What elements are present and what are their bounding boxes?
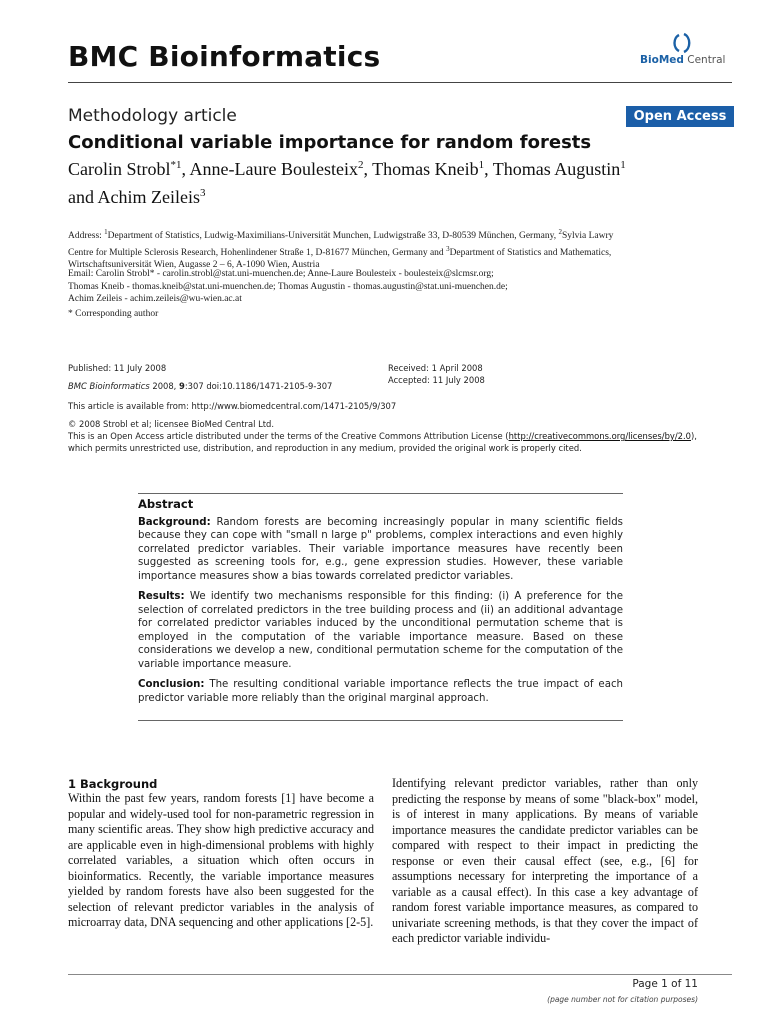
abstract [138, 498, 623, 712]
received-date: Received: 1 April 2008 [388, 363, 483, 373]
author-list: Carolin Strobl$^{*1}$, Anne-Laure Boulesteix$^2$, Thomas Kneib$^1$, Thomas Augustin$^1$ and Achim Zeileis$^3$ [68, 159, 626, 207]
abstract-background: Background: Random forests are becoming increasingly popular in many scientific fields because they can cope with "small n large p" problems, complex interactions and even highly correlated predictor variables. Their variable importance measures have recently been suggested as screening tools for, e.g., gene expression studies. However, these variable importance measures show a bias towards correlated predictor variables. [138, 516, 623, 582]
author-5: and Achim Zeileis [68, 187, 200, 207]
publisher-logo [640, 32, 735, 72]
author-2: , Anne-Laure Boulesteix [181, 159, 358, 179]
biomed-central-logo-icon [670, 32, 694, 54]
license-link[interactable]: http://creativecommons.org/licenses/by/2.0 [508, 431, 691, 441]
section-heading: 1 Background [68, 777, 158, 791]
abstract-top-rule [138, 493, 623, 494]
body-right-column [392, 776, 698, 947]
body-left-column [68, 777, 374, 931]
abstract-results: Results: We identify two mechanisms responsible for this finding: (i) A preference for the selection of correlated predictors in the tree building process and (ii) an additional advantage for correlated predictor variables induced by the unconditional permutation scheme that is employed in the computation of the variable importance measure. Based on these considerations we develop a new, conditional permutation scheme for the computation of the variable importance measure. [138, 591, 623, 670]
accepted-date: Accepted: 11 July 2008 [388, 375, 485, 385]
author-emails: Email: Carolin Strobl* - carolin.strobl@stat.uni-muenchen.de; Anne-Laure Boulesteix - boulesteix@slcmsr.org; Thomas Kneib - thomas.kneib@stat.uni-muenchen.de; Thomas Augustin - thomas.augustin@stat.uni-muenchen.de; Achim Zeileis - achim.zeileis@wu-wien.ac.at * Corresponding author [68, 268, 732, 320]
abstract-bottom-rule [138, 720, 623, 721]
received-accepted [388, 362, 588, 386]
article-url: This article is available from: http://www.biomedcentral.com/1471-2105/9/307 [68, 401, 397, 411]
publisher-logo-text: BioMed Central [640, 54, 726, 66]
article-title: Conditional variable importance for random forests [68, 132, 592, 153]
abstract-heading: Abstract [138, 497, 194, 511]
header-rule [68, 82, 732, 83]
author-4: , Thomas Augustin [484, 159, 621, 179]
journal-title: BMC Bioinformatics [68, 40, 381, 73]
license-info: © 2008 Strobl et al; licensee BioMed Central Ltd. This is an Open Access article distributed under the terms of the Creative Commons Attribution License (http://creativecommons.org/licenses/by/2.0), which permits unrestricted use, distribution, and reproduction in any medium, provided the original work is properly cited. [68, 419, 697, 453]
published-date: Published: 11 July 2008 [68, 363, 167, 373]
page-number-note: (page number not for citation purposes) [547, 995, 698, 1004]
abstract-conclusion: Conclusion: The resulting conditional variable importance reflects the true impact of each predictor variable more reliably than the original marginal approach. [138, 679, 623, 704]
open-access-badge: Open Access [626, 106, 734, 127]
body-paragraph-right: Identifying relevant predictor variables, rather than only predicting the response by means of some "black-box" model, is of interest in many applications. By means of variable importance measures the candidate predictor variables can be compared with respect to their impact in predicting the response or even their causal effect (see, e.g., [6] for assumptions necessary for interpreting the importance of a variable as a causal effect). In this case a key advantage of random forest variable importance measures, as compared to univariate screening methods, is that they cover the impact of each predictor variable individu- [392, 776, 698, 945]
citation: BMC Bioinformatics 2008, 9:307 doi:10.1186/1471-2105-9-307 [68, 381, 333, 391]
corresponding-author-note: * Corresponding author [68, 308, 159, 319]
body-paragraph-left: Within the past few years, random forests [1] have become a popular and widely-used tool for non-parametric regression in many scientific areas. They show high predictive accuracy and are applicable even in high-dimensional problems with highly correlated variables, a situation which often occurs in bioinformatics. Recently, the variable importance measures yielded by random forests have also been suggested for the selection of relevant predictor variables in the analysis of microarray data, DNA sequencing and other applications [2-5]. [68, 791, 374, 929]
footer-rule [68, 974, 732, 975]
page-number: Page 1 of 11 [632, 978, 698, 990]
author-1: Carolin Strobl [68, 159, 171, 179]
author-3: , Thomas Kneib [363, 159, 479, 179]
affiliations: Address: $^1$Department of Statistics, Ludwig-Maximilians-Universität Munchen, Ludwigstraße 33, D-80539 München, Germany, $^2$Sylvia Lawry Centre for Multiple Sclerosis Research, Hohenlindener Straße 1, D-81677 München, Germany and $^3$Department of Statistics and Mathematics, Wirtschaftsuniversität Wien, Augasse 2 – 6, A-1090 Wien, Austria [68, 228, 614, 271]
publication-info [68, 362, 388, 392]
article-type: Methodology article [68, 106, 237, 126]
